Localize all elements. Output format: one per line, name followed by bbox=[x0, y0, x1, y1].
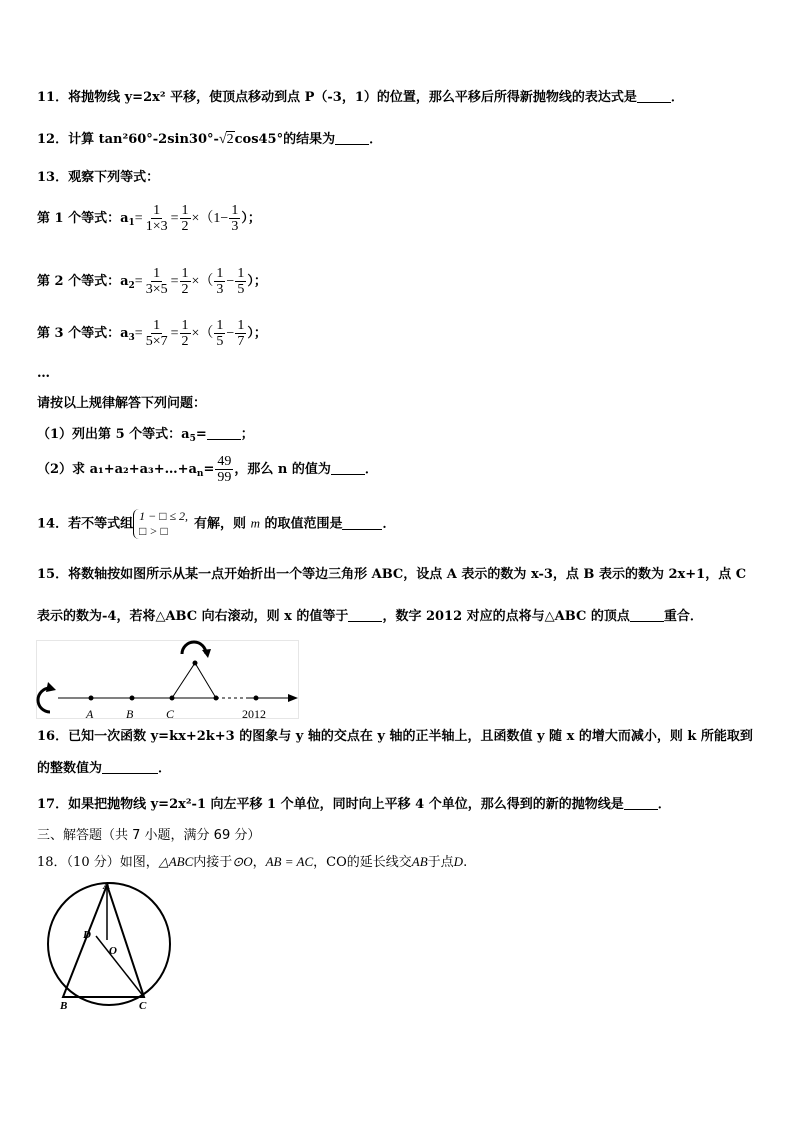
inequality-system: 1 − □ ≤ 2, □ > □ bbox=[133, 509, 188, 539]
fraction: $\frac{49}{99}$ bbox=[217, 454, 232, 485]
q13-part-1: （1）列出第 5 个等式：$a_5=$ ； bbox=[37, 427, 254, 444]
fraction: $\frac{1}{2}$ bbox=[181, 266, 189, 297]
label-c: C bbox=[166, 707, 175, 720]
question-16-line-2: 的整数值为 ． bbox=[37, 761, 172, 776]
roll-left-arrow-icon bbox=[38, 688, 50, 712]
fraction: $\frac{1}{5\times 7}$ bbox=[145, 318, 168, 349]
fraction: $\frac{1}{2}$ bbox=[181, 203, 189, 234]
question-16-line-1: 16．已知一次函数 y=kx+2k+3 的图象与 y 轴的交点在 y 轴的正半轴上，且函数值 y 随 x 的增大而减小，则 k 所能取到 bbox=[37, 729, 753, 744]
label-a: A bbox=[103, 880, 111, 892]
q13-equation-3: 第 3 个等式：$a_3=$ $\frac{1}{5\times 7}$ = $\frac{1}{2}$ ×（ $\frac{1}{5}$ − $\frac{1}{7}$ ）； bbox=[37, 318, 267, 349]
answer-blank bbox=[624, 797, 658, 810]
answer-blank bbox=[102, 761, 158, 774]
subscript: 3 bbox=[128, 333, 135, 343]
fraction: $\frac{1}{3}$ bbox=[216, 266, 224, 297]
label-c: C bbox=[139, 1000, 147, 1012]
q12-post: cos45°的结果为 bbox=[234, 132, 336, 147]
fraction: $\frac{1}{3}$ bbox=[231, 203, 239, 234]
q12-end: ． bbox=[369, 132, 383, 147]
answer-blank bbox=[342, 517, 382, 530]
q13-equation-1: 第 1 个等式：$a_1=$ $\frac{1}{1\times 3}$ = $\frac{1}{2}$ ×（1− $\frac{1}{3}$ ）； bbox=[37, 203, 261, 234]
question-11 bbox=[37, 90, 684, 106]
eq-label: 第 1 个等式：a bbox=[37, 211, 129, 226]
label-d: D bbox=[83, 929, 91, 941]
question-18: 18．（10 分）如图，△ABC内接于⊙O，AB = AC，CO的延长线交AB于点D. bbox=[37, 854, 468, 870]
fraction: $\frac{1}{2}$ bbox=[181, 318, 189, 349]
ellipsis: … bbox=[37, 366, 50, 381]
circle-triangle-figure bbox=[40, 880, 180, 1016]
fraction: $\frac{1}{5}$ bbox=[237, 266, 245, 297]
fraction: $\frac{1}{5}$ bbox=[216, 318, 224, 349]
question-14: 14．若不等式组 1 − □ ≤ 2, □ > □ 有解，则 m 的取值范围是 ． bbox=[37, 509, 396, 538]
line-cd bbox=[96, 936, 144, 997]
subscript: 1 bbox=[128, 218, 135, 228]
eq-label: 第 2 个等式：a bbox=[37, 274, 129, 289]
fraction: $\frac{1}{1\times 3}$ bbox=[145, 203, 168, 234]
number-line-figure bbox=[36, 640, 300, 720]
answer-blank bbox=[335, 132, 369, 145]
section-heading: 三、解答题（共 7 小题，满分 69 分） bbox=[37, 828, 261, 843]
q13-equation-2: 第 2 个等式：$a_2=$ $\frac{1}{3\times 5}$ = $\frac{1}{2}$ ×（ $\frac{1}{3}$ − $\frac{1}{5}$ ）； bbox=[37, 266, 267, 297]
rotate-arrow-icon bbox=[182, 642, 206, 654]
label-2012: 2012 bbox=[242, 707, 266, 720]
question-15-line-1: 15．将数轴按如图所示从某一点开始折出一个等边三角形 ABC，设点 A 表示的数为 x-3，点 B 表示的数为 2x+1，点 C bbox=[37, 567, 747, 582]
label-o: O bbox=[109, 945, 117, 957]
question-15-line-2: 表示的数为-4，若将△ABC 向右滚动，则 x 的值等于 ，数字 2012 对应的点将与△ABC 的顶点 重合． bbox=[37, 609, 703, 624]
sqrt-radicand: 2 bbox=[226, 132, 234, 147]
eq-label: 第 3 个等式：a bbox=[37, 326, 129, 341]
question-17: 17．如果把抛物线 y=2x²-1 向左平移 1 个单位，同时向上平移 4 个单位，那么得到的新的抛物线是 ． bbox=[37, 797, 671, 812]
fraction: $\frac{1}{3\times 5}$ bbox=[145, 266, 168, 297]
answer-blank bbox=[630, 609, 664, 622]
question-12: 12．计算 tan²60°-2sin30°-√2cos45°的结果为 ． bbox=[37, 132, 383, 147]
answer-blank bbox=[207, 427, 241, 440]
axis-arrow-icon bbox=[288, 694, 298, 702]
q13-part-2: （2）求 $a_1+a_2+a_3+\dots+a_n=$ $\frac{49}{99}$ ，那么 n 的值为 ． bbox=[37, 454, 378, 485]
folded-triangle bbox=[172, 663, 216, 698]
answer-blank bbox=[331, 462, 365, 475]
q13-prompt: 请按以上规律解答下列问题： bbox=[37, 396, 207, 411]
question-13-title: 13．观察下列等式： bbox=[37, 170, 160, 185]
q11-text: 11．将抛物线 y=2x² 平移，使顶点移动到点 P（-3，1）的位置，那么平移后所得新抛物线的表达式是 bbox=[37, 90, 637, 105]
answer-blank bbox=[348, 609, 382, 622]
triangle-abc bbox=[63, 885, 144, 997]
label-b: B bbox=[126, 707, 134, 720]
fraction: $\frac{1}{7}$ bbox=[237, 318, 245, 349]
q11-end: ． bbox=[670, 90, 684, 105]
answer-blank bbox=[637, 90, 671, 103]
label-a: A bbox=[86, 707, 94, 720]
subscript: 2 bbox=[128, 281, 135, 291]
label-b: B bbox=[60, 1000, 68, 1012]
q12-pre: 12．计算 tan²60°-2sin30°- bbox=[37, 132, 219, 147]
